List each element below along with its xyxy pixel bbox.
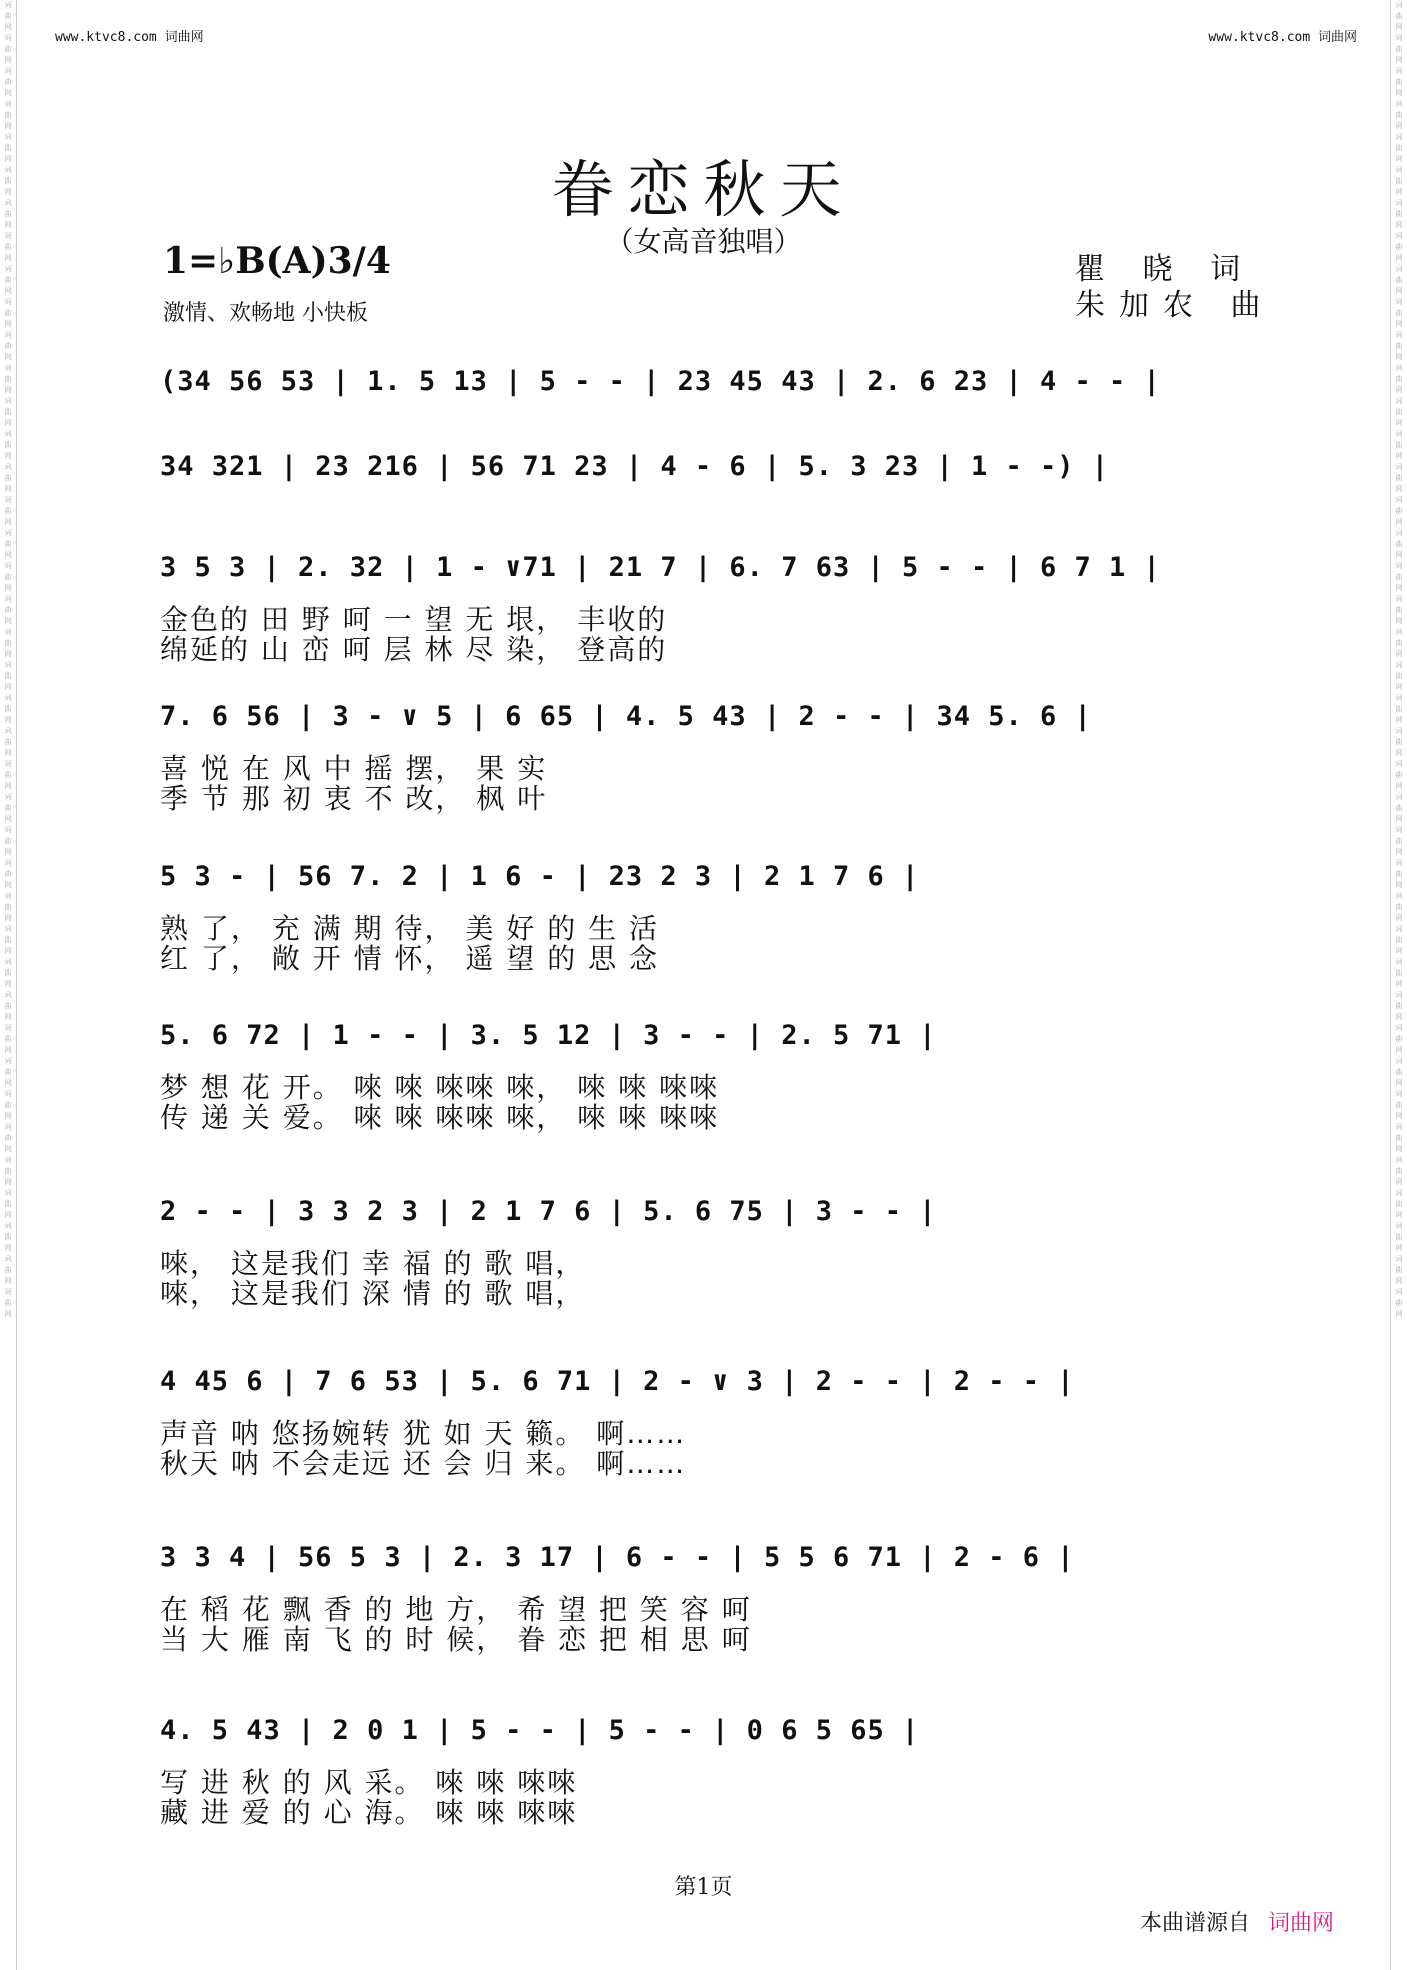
lyricist-credit: 瞿 晓 词 [1075, 252, 1255, 287]
lyric-line-verse-2: 传 递 关 爱。 唻 唻 唻唻 唻， 唻 唻 唻唻 [160, 1101, 720, 1134]
source-credit [1140, 1906, 1334, 1937]
notation-line: 4 45 6 | 7 6 53 | 5. 6 71 | 2 - ∨ 3 | 2 - - | 2 - - | [160, 1366, 1075, 1397]
left-watermark: 词曲网词曲网词曲网词曲网词曲网词曲网词曲网词曲网词曲网词曲网词曲网词曲网词曲网词曲网词曲网词曲网词曲网词曲网词曲网词曲网词曲网词曲网词曲网词曲网词曲网词曲网词曲网词曲网词曲网词曲网词曲网词曲网词曲网词曲网词曲网词曲网词曲网词曲网词曲网词曲网 [4, 1, 12, 1318]
right-watermark: 词曲网词曲网词曲网词曲网词曲网词曲网词曲网词曲网词曲网词曲网词曲网词曲网词曲网词曲网词曲网词曲网词曲网词曲网词曲网词曲网词曲网词曲网词曲网词曲网词曲网词曲网词曲网词曲网词曲网词曲网词曲网词曲网词曲网词曲网词曲网词曲网词曲网词曲网词曲网词曲网 [1395, 1, 1403, 1318]
lyric-line-verse-2: 藏 进 爱 的 心 海。 唻 唻 唻唻 [160, 1796, 578, 1829]
lyric-line-verse-1: 在 稻 花 飘 香 的 地 方， 希 望 把 笑 容 呵 [160, 1593, 752, 1626]
song-title: 眷恋秋天 [551, 153, 856, 226]
lyric-line-verse-1: 写 进 秋 的 风 采。 唻 唻 唻唻 [160, 1766, 578, 1799]
page-number: 第1页 [674, 1875, 733, 1900]
lyric-line-verse-1: 金色的 田 野 呵 一 望 无 垠， 丰收的 [160, 603, 668, 636]
source-brand-link[interactable]: 词曲网 [1268, 1911, 1335, 1936]
notation-line: 5 3 - | 56 7. 2 | 1 6 - | 23 2 3 | 2 1 7 6 | [160, 861, 920, 892]
right-border [1390, 0, 1391, 1970]
notation-line: 5. 6 72 | 1 - - | 3. 5 12 | 3 - - | 2. 5 71 | [160, 1020, 937, 1051]
notation-line: 4. 5 43 | 2 0 1 | 5 - - | 5 - - | 0 6 5 65 | [160, 1715, 920, 1746]
notation-line: 3 5 3 | 2. 32 | 1 - ∨71 | 21 7 | 6. 7 63 | 5 - - | 6 7 1 | [160, 552, 1161, 583]
left-border [16, 0, 17, 1970]
lyric-line-verse-1: 声音 呐 悠扬婉转 犹 如 天 籁。 啊…… [160, 1417, 687, 1450]
notation-line: (34 56 53 | 1. 5 13 | 5 - - | 23 45 43 | 2. 6 23 | 4 - - | [160, 366, 1161, 397]
tempo-marking: 激情、欢畅地 小快板 [163, 301, 368, 326]
header-right-url[interactable]: www.ktvc8.com 词曲网 [1208, 30, 1357, 45]
lyric-line-verse-2: 红 了， 敞 开 情 怀， 遥 望 的 思 念 [160, 942, 660, 975]
lyric-line-verse-1: 梦 想 花 开。 唻 唻 唻唻 唻， 唻 唻 唻唻 [160, 1071, 720, 1104]
lyric-line-verse-1: 唻， 这是我们 幸 福 的 歌 唱， [160, 1247, 586, 1280]
notation-line: 34 321 | 23 216 | 56 71 23 | 4 - 6 | 5. 3 23 | 1 - -) | [160, 451, 1110, 482]
lyric-line-verse-1: 喜 悦 在 风 中 摇 摆， 果 实 [160, 752, 548, 785]
lyric-line-verse-2: 唻， 这是我们 深 情 的 歌 唱， [160, 1277, 586, 1310]
key-signature: 1=♭B(A)3/4 [163, 240, 391, 282]
lyric-line-verse-2: 季 节 那 初 衷 不 改， 枫 叶 [160, 782, 548, 815]
lyric-line-verse-1: 熟 了， 充 满 期 待， 美 好 的 生 活 [160, 912, 660, 945]
song-subtitle: （女高音独唱） [605, 225, 802, 258]
lyric-line-verse-2: 当 大 雁 南 飞 的 时 候， 眷 恋 把 相 思 呵 [160, 1623, 752, 1656]
notation-line: 2 - - | 3 3 2 3 | 2 1 7 6 | 5. 6 75 | 3 - - | [160, 1196, 937, 1227]
lyric-line-verse-2: 秋天 呐 不会走远 还 会 归 来。 啊…… [160, 1447, 687, 1480]
source-label: 本曲谱源自 [1140, 1911, 1251, 1936]
notation-line: 3 3 4 | 56 5 3 | 2. 3 17 | 6 - - | 5 5 6 71 | 2 - 6 | [160, 1542, 1075, 1573]
notation-line: 7. 6 56 | 3 - ∨ 5 | 6 65 | 4. 5 43 | 2 - - | 34 5. 6 | [160, 701, 1092, 732]
composer-credit: 朱加农 曲 [1075, 288, 1275, 323]
lyric-line-verse-2: 绵延的 山 峦 呵 层 林 尽 染， 登高的 [160, 633, 668, 666]
header-left-url[interactable]: www.ktvc8.com 词曲网 [55, 30, 204, 45]
